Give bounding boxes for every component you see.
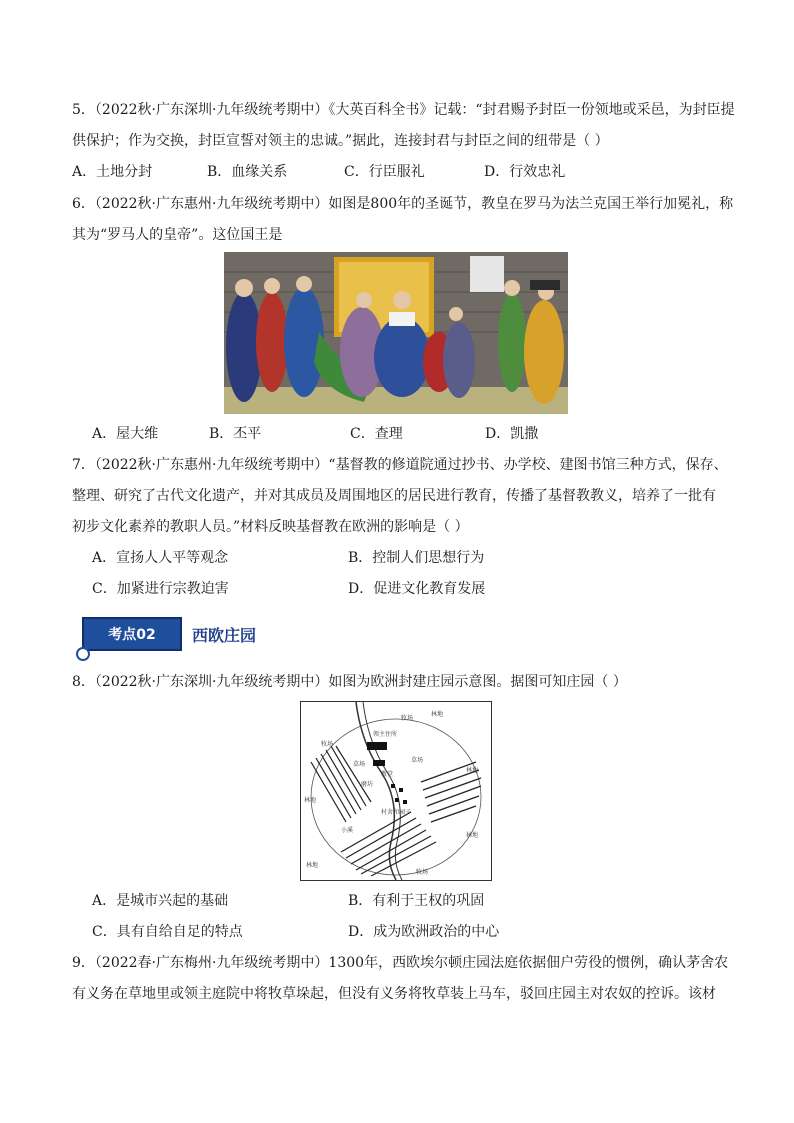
- q9-stem-line1: 9．（2022春·广东梅州·九年级统考期中）1300年，西欧埃尔顿庄园法庭依据佃户劳役的惯例，确认茅舍农: [72, 955, 729, 971]
- q7-stem-line1: 7．（2022秋·广东惠州·九年级统考期中）“基督教的修道院通过抄书、办学校、建图书馆三种方式，保存、: [72, 457, 728, 473]
- q5-stem-line1: 5．（2022秋·广东深圳·九年级统考期中）《大英百科全书》记载：“封君赐予封臣一份领地或采邑，为封臣提: [72, 102, 735, 118]
- section-badge-label: 考点02: [82, 617, 182, 651]
- q5-option-b[interactable]: B．血缘关系: [207, 164, 288, 180]
- map-label-village: 村舍和园子: [381, 809, 412, 816]
- q6-option-c[interactable]: C．查理: [350, 426, 403, 442]
- section-badge: [82, 617, 182, 655]
- map-label-manor: 领主住所: [373, 731, 398, 738]
- q6-option-d[interactable]: D．凯撒: [485, 426, 539, 442]
- q9-stem-line2: 有义务在草地里或领主庭院中将牧草垛起，但没有义务将牧草装上马车，驳回庄园主对农奴的控诉。该材: [72, 986, 716, 1002]
- q7-stem-line3: 初步文化素养的教职人员。”材料反映基督教在欧洲的影响是（ ）: [72, 519, 469, 535]
- map-label-pasture-left: 牧场: [321, 741, 334, 748]
- q6-option-a[interactable]: A．屋大维: [92, 426, 159, 442]
- map-label-forest-left: 林地: [304, 797, 317, 804]
- map-label-forest-bottom-left: 林地: [306, 862, 319, 869]
- map-label-church: 教堂: [381, 771, 394, 778]
- map-label-forest-right: 林地: [466, 767, 479, 774]
- q7-stem-line2: 整理、研究了古代文化遗产，并对其成员及周围地区的居民进行教育，传播了基督教教义，培养了一批有: [72, 488, 716, 504]
- q6-option-b[interactable]: B．丕平: [209, 426, 262, 442]
- map-label-pasture-bottom: 牧场: [416, 869, 429, 876]
- q5-option-d[interactable]: D．行效忠礼: [484, 164, 566, 180]
- map-label-pasture-top: 牧场: [401, 715, 414, 722]
- q5-stem-line2: 供保护；作为交换，封臣宣誓对领主的忠诚。”据此，连接封君与封臣之间的纽带是（ ）: [72, 133, 609, 149]
- q7-option-d[interactable]: D．促进文化教育发展: [348, 581, 486, 597]
- q8-option-c[interactable]: C．具有自给自足的特点: [92, 924, 243, 940]
- q8-option-b[interactable]: B．有利于王权的巩固: [348, 893, 485, 909]
- section-title: 西欧庄园: [192, 626, 257, 645]
- map-label-meadow-1: 草场: [353, 761, 366, 768]
- q8-stem-line1: 8．（2022秋·广东深圳·九年级统考期中）如图为欧洲封建庄园示意图。据图可知庄园（ ）: [72, 674, 627, 690]
- map-label-forest-right-bottom: 林地: [466, 832, 479, 839]
- map-label-forest-top: 林地: [431, 711, 444, 718]
- q8-option-d[interactable]: D．成为欧洲政治的中心: [348, 924, 500, 940]
- q7-option-c[interactable]: C．加紧进行宗教迫害: [92, 581, 229, 597]
- q8-option-a[interactable]: A．是城市兴起的基础: [92, 893, 229, 909]
- q5-option-c[interactable]: C．行臣服礼: [344, 164, 425, 180]
- q6-stem-line1: 6．（2022秋·广东惠州·九年级统考期中）如图是800年的圣诞节，教皇在罗马为法兰克国王举行加冕礼，称: [72, 196, 734, 212]
- manor-map-diagram: [300, 701, 492, 881]
- q5-option-a[interactable]: A．土地分封: [72, 164, 153, 180]
- q7-option-b[interactable]: B．控制人们思想行为: [348, 550, 485, 566]
- coronation-painting-image: [224, 252, 568, 414]
- map-label-meadow-2: 草场: [411, 757, 424, 764]
- map-label-river: 小溪: [341, 827, 354, 834]
- map-label-mill: 磨坊: [361, 781, 374, 788]
- q6-stem-line2: 其为“罗马人的皇帝”。这位国王是: [72, 227, 283, 243]
- q7-option-a[interactable]: A．宣扬人人平等观念: [92, 550, 229, 566]
- section-badge-dot-icon: [76, 647, 90, 661]
